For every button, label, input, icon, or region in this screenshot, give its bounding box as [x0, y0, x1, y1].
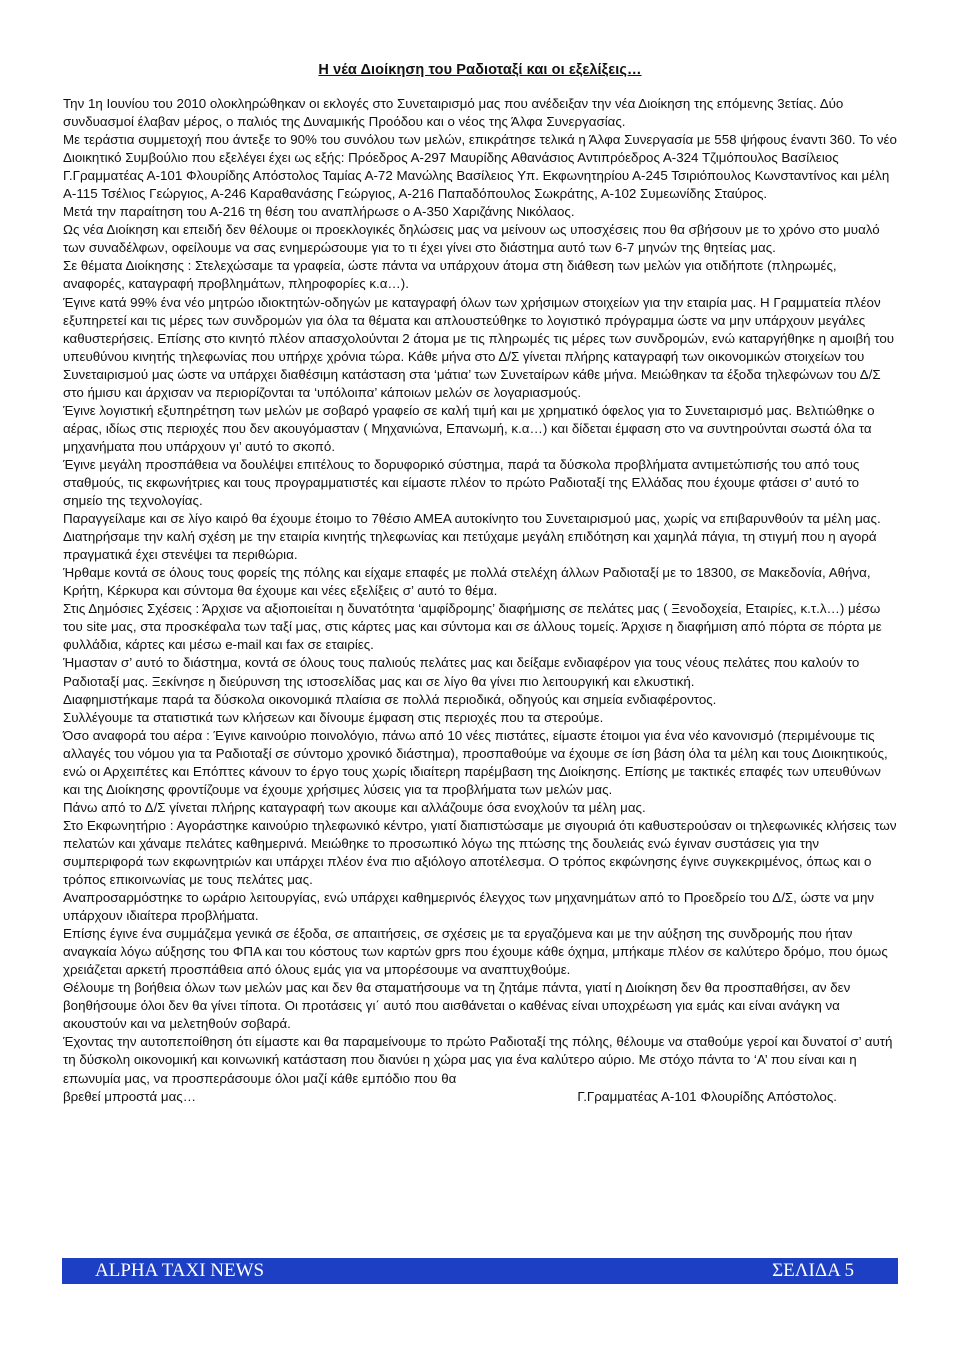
paragraph: Στο Εκφωνητήριο : Αγοράστηκε καινούριο τηλεφωνικό κέντρο, γιατί διαπιστώσαμε με σιγουριά ότι καθυστερούσαν οι τηλεφωνικές κλήσεις των πελατών και χάναμε πελάτες καθημερινά. Μειώθηκε το προσωπικό λόγω της πτώσης της δουλειάς ενώ έγιναν συστάσεις για την συμπεριφορά των εκφωνητριών και υπάρχει πλέον ένα πιο αξιόλογο αποτέλεσμα. Ο τρόπος εκφώνησης έγινε συγκεκριμένος, όπως και ο τρόπος επικοινωνίας με τους πελάτες μας.	[63, 817, 897, 888]
paragraph: Αναπροσαρμόστηκε το ωράριο λειτουργίας, ενώ υπάρχει καθημερινός έλεγχος των μηχανημάτων από το Προεδρείο του Δ/Σ, ώστε να μην υπάρχουν ιδιαίτερα προβλήματα.	[63, 890, 875, 924]
paragraph: Θέλουμε τη βοήθεια όλων των μελών μας και δεν θα σταματήσουμε να τη ζητάμε πάντα, γιατί η Διοίκηση δεν θα προσπαθήσει, αν δεν βοηθήσουμε όλοι δεν θα γίνει τίποτα. Οι προτάσεις γι΄ αυτό που αισθάνεται ο καθένας είναι υποχρέωση για εμάς και είναι ανάγκη να ακουστούν και να μελετηθούν σοβαρά.	[63, 980, 851, 1032]
paragraph: Έγινε λογιστική εξυπηρέτηση των μελών με σοβαρό γραφείο σε καλή τιμή και με χρηματικό όφελος για το Συνεταιρισμό μας. Βελτιώθηκε ο αέρας, ιδίως στις περιοχές που δεν ακουγόμασταν ( Μηχανιώνα, Επανωμή, κ.α…) και δίδεται έμφαση στο να συντηρούνται σωστά όλα τα μηχανήματα που υπάρχουν γι’ αυτό το σκοπό.	[63, 402, 875, 454]
paragraph: Στις Δημόσιες Σχέσεις : Άρχισε να αξιοποιείται η δυνατότητα ‘αμφίδρομης’ διαφήμισης σε πελάτες μας ( Ξενοδοχεία, Εταιρίες, κ.τ.λ…) μέσω του site μας, στα προσκέφαλα των ταξί μας, στις κάρτες μας και σύντομα και σε άλλους τομείς. Άρχισε η διαφήμιση από πόρτα σε πόρτα με φυλλάδια, κάρτες και μέσω e-mail και fax σε εταιρίες.	[63, 601, 882, 653]
article-body	[63, 95, 897, 1106]
paragraph: Ως νέα Διοίκηση και επειδή δεν θέλουμε οι προεκλογικές δηλώσεις μας να μείνουν ως υποσχέσεις που θα σβήσουν με το χρόνο στο μυαλό των συναδέλφων, οφείλουμε να σας ενημερώσουμε για το τι έχει γίνει στο διάστημα αυτό των 6-7 μηνών της θητείας μας.	[63, 222, 880, 256]
page-number: ΣΕΛΙΔΑ 5	[772, 1260, 854, 1281]
paragraph: Έγινε μεγάλη προσπάθεια να δουλέψει επιτέλους το δορυφορικό σύστημα, παρά τα δύσκολα προβλήματα αντιμετώπισής του από τους σταθμούς, τις εκφωνήτριες και τους προγραμματιστές και είμαστε πλέον το πρώτο Ραδιοταξί της Ελλάδας που έχουμε φτάσει σ’ αυτό το σημείο της τεχνολογίας.	[63, 456, 860, 509]
paragraph: Πάνω από το Δ/Σ γίνεται πλήρης καταγραφή των ακουμε και αλλάζουμε όσα ενοχλούν τα μέλη μας.	[63, 799, 646, 815]
paragraph: Σε θέματα Διοίκησης : Στελεχώσαμε τα γραφεία, ώστε πάντα να υπάρχουν άτομα στη διάθεση των μελών για οτιδήποτε (πληρωμές, αναφορές, καταγραφή προβλημάτων, πληροφορίες κ.α…).	[63, 258, 837, 292]
paragraph: Την 1η Ιουνίου του 2010 ολοκληρώθηκαν οι εκλογές στο Συνεταιρισμό μας που ανέδειξαν την νέα Διοίκηση της επόμενης 3ετίας. Δύο συνδυασμοί έλαβαν μέρος, ο παλιός της Δυναμικής Προόδου και ο νέος της Άλφα Συνεργασίας.	[63, 96, 844, 130]
paragraph: Έγινε κατά 99% ένα νέο μητρώο ιδιοκτητών-οδηγών με καταγραφή όλων των χρήσιμων στοιχείων για την εταιρία μας. Η Γραμματεία πλέον εξυπηρετεί και τις μέρες των συνδρομών για όλα τα θέματα και απλουστεύθηκε το λογιστικό πρόγραμμα ώστε να μην υπάρχουν μεγάλες καθυστερήσεις. Επίσης στο κινητό πλέον απασχολούνται 2 άτομα με τις πληρωμές τις μέρες των συνδρομών, ενώ καταργήθηκε η αμοιβή του υπευθύνου κινητής τηλεφωνίας που υπήρχε χρόνια τώρα. Κάθε μήνα στο Δ/Σ γίνεται πλήρης καταγραφή των οικονομικών στοιχείων του Συνεταιρισμού μας ώστε να υπάρχει διαθέσιμη κατάσταση στα ‘μάτια’ των Συνεταίρων κάθε μήνα. Μειώθηκαν τα έξοδα τηλεφώνων του Δ/Σ στο ήμισυ και άρχισαν να περιορίζονται τα ‘υπόλοιπα’ κάποιων μελών σε λογαριασμούς.	[63, 294, 895, 400]
paragraph: Όσο αναφορά του αέρα : Έγινε καινούριο ποινολόγιο, πάνω από 10 νέες πιστάτες, είμαστε έτοιμοι για ένα νέο κανονισμό (περιμένουμε τις αλλαγές του νόμου για τα Ραδιοταξί σε σύντομο χρονικό διάστημα), προσπαθούμε να έχουμε σε ίση βάση όλα τα μέλη και τους Διοικητικούς, ενώ οι Αρχειπέτες και Επόπτες κάνουν το έργο τους χωρίς ιδιαίτερη παρέμβαση της Διοίκησης. Επίσης με τακτικές επαφές των υπευθύνων και της Διοίκησης φροντίζουμε να έχουμε χρήσιμες λύσεις για τα προβλήματα των μελών μας.	[63, 727, 888, 797]
paragraph: Ήμασταν σ’ αυτό το διάστημα, κοντά σε όλους τους παλιούς πελάτες μας και δείξαμε ενδιαφέρον για τους νέους πελάτες που καλούν το Ραδιοταξί μας. Ξεκίνησε η διεύρυνση της ιστοσελίδας μας και σε λίγο θα γίνει πιο λειτουργική και ελκυστική.	[63, 655, 860, 689]
paragraph: Παραγγείλαμε και σε λίγο καιρό θα έχουμε έτοιμο το 7θέσιο ΑΜΕΑ αυτοκίνητο του Συνεταιρισμού μας, χωρίς να επιβαρυνθούν τα μέλη μας. Διατηρήσαμε την καλή σχέση με την εταιρία κινητής τηλεφωνίας και πετύχαμε μεγάλη επιδότηση και χαμηλά πάγια, τη στιγμή που η αγορά πραγματικά έχει στενέψει τα περιθώρια.	[63, 511, 881, 563]
closing-row	[63, 1088, 897, 1106]
paragraph: Επίσης έγινε ένα συμμάζεμα γενικά σε έξοδα, σε απαιτήσεις, σε σχέσεις με τα εργαζόμενα και με την αύξηση της συνδρομής που ήταν αναγκαία λόγω αύξησης του ΦΠΑ και του κόστους των καρτών gprs που έχουμε κάθε όχημα, μπήκαμε πλέον σε καλύτερο δρόμο, που όμως χρειάζεται αρκετή προσπάθεια από όλους εμάς για να μπορέσουμε να αναπτυχθούμε.	[63, 926, 888, 978]
footer-bar	[62, 1258, 898, 1284]
paragraph: Συλλέγουμε τα στατιστικά των κλήσεων και δίνουμε έμφαση στις περιοχές που τα στερούμε.	[63, 709, 604, 725]
paragraph: Έχοντας την αυτοπεποίθηση ότι είμαστε και θα παραμείνουμε το πρώτο Ραδιοταξί της πόλης, θέλουμε να σταθούμε γεροί και δυνατοί σ’ αυτή τη δύσκολη οικονομική και κοινωνική κατάσταση που διανύει η χώρα μας για ένα καλύτερο αύριο. Με στόχο πάντα το ‘Α’ που είναι και η επωνυμία μας, να προσπεράσουμε όλοι μαζί κάθε εμπόδιο που θα	[63, 1034, 893, 1086]
signature: Γ.Γραμματέας Α-101 Φλουρίδης Απόστολος.	[577, 1088, 837, 1104]
publication-name: ALPHA TAXI NEWS	[95, 1260, 265, 1281]
paragraph: Μετά την παραίτηση του Α-216 τη θέση του αναπλήρωσε ο Α-350 Χαριζάνης Νικόλαος.	[63, 204, 575, 220]
article-title: Η νέα Διοίκηση του Ραδιοταξί και οι εξελίξεις…	[318, 62, 642, 78]
closing-line: βρεθεί μπροστά μας…	[63, 1088, 197, 1104]
paragraph: Με τεράστια συμμετοχή που άντεξε το 90% του συνόλου των μελών, επικράτησε τελικά η Άλφα Συνεργασία με 558 ψήφους έναντι 360. Το νέο Διοικητικό Συμβούλιο που εξελέγει έχει ως εξής: Πρόεδρος Α-297 Μαυρίδης Αθανάσιος Αντιπρόεδρος Α-324 Τζιμόπουλος Βασίλειος Γ.Γραμματέας Α-101 Φλουρίδης Απόστολος Ταμίας Α-72 Μανώλης Βασίλειος Υπ. Εκφωνητηρίου Α-245 Τσιριόπουλος Κωνσταντίνος και μέλη Α-115 Τσέλιος Γεώργιος, Α-246 Καραθανάσης Γεώργιος, Α-216 Παπαδόπουλος Σωκράτης, Α-102 Συμεωνίδης Σταύρος.	[63, 132, 897, 202]
article	[63, 62, 897, 1106]
paragraph: Διαφημιστήκαμε παρά τα δύσκολα οικονομικά πλαίσια σε πολλά περιοδικά, οδηγούς και σημεία ενδιαφέροντος.	[63, 691, 717, 707]
paragraph: Ήρθαμε κοντά σε όλους τους φορείς της πόλης και είχαμε επαφές με πολλά στελέχη άλλων Ραδιοταξί με το 18300, σε Μακεδονία, Αθήνα, Κρήτη, Κέρκυρα και σύντομα θα έχουμε και νέες εξελίξεις σ’ αυτό το θέμα.	[63, 565, 871, 599]
